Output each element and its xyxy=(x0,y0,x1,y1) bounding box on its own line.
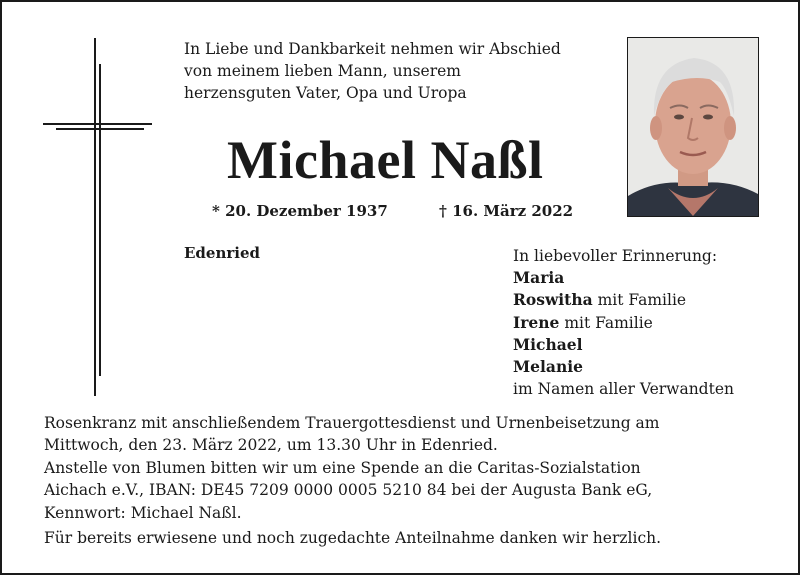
intro-text xyxy=(184,38,614,104)
portrait-photo xyxy=(627,37,759,217)
death-date: † 16. März 2022 xyxy=(439,202,574,220)
list-item xyxy=(513,312,734,334)
list-item xyxy=(513,289,734,311)
birth-date: * 20. Dezember 1937 xyxy=(212,202,388,220)
intro-line: herzensguten Vater, Opa und Uropa xyxy=(184,84,467,102)
survivor-name: Maria xyxy=(513,268,565,288)
list-item xyxy=(513,267,734,289)
survivor-name: Roswitha xyxy=(513,290,593,310)
list-item xyxy=(513,334,734,356)
list-item xyxy=(513,356,734,378)
survivor-name: Irene xyxy=(513,312,560,332)
service-line: Rosenkranz mit anschließendem Trauergottesdienst und Urnenbeisetzung am xyxy=(44,414,660,432)
survivor-suffix: mit Familie xyxy=(559,313,653,332)
survivors-heading: In liebevoller Erinnerung: xyxy=(513,247,718,265)
service-line: Anstelle von Blumen bitten wir um eine Spende an die Caritas-Sozialstation xyxy=(44,458,641,477)
deceased-name: Michael Naßl xyxy=(227,130,544,190)
service-line: Kennwort: Michael Naßl. xyxy=(44,503,242,522)
survivors-list xyxy=(513,245,734,400)
place-of-residence: Edenried xyxy=(184,244,261,262)
service-line: Aichach e.V., IBAN: DE45 7209 0000 0005 5210 84 bei der Augusta Bank eG, xyxy=(44,481,653,500)
survivors-footer: im Namen aller Verwandten xyxy=(513,380,734,399)
intro-line: von meinem lieben Mann, unserem xyxy=(184,62,462,80)
survivor-suffix: mit Familie xyxy=(592,291,687,310)
survivor-name: Michael xyxy=(513,334,583,354)
intro-line: In Liebe und Dankbarkeit nehmen wir Abschied xyxy=(184,40,561,58)
service-information xyxy=(44,412,784,524)
cross-icon xyxy=(42,38,157,398)
service-line: Mittwoch, den 23. März 2022, um 13.30 Uhr in Edenried. xyxy=(44,436,498,455)
survivor-name: Melanie xyxy=(513,357,583,377)
closing-thanks: Für bereits erwiesene und noch zugedachte Anteilnahme danken wir herzlich. xyxy=(44,529,662,547)
